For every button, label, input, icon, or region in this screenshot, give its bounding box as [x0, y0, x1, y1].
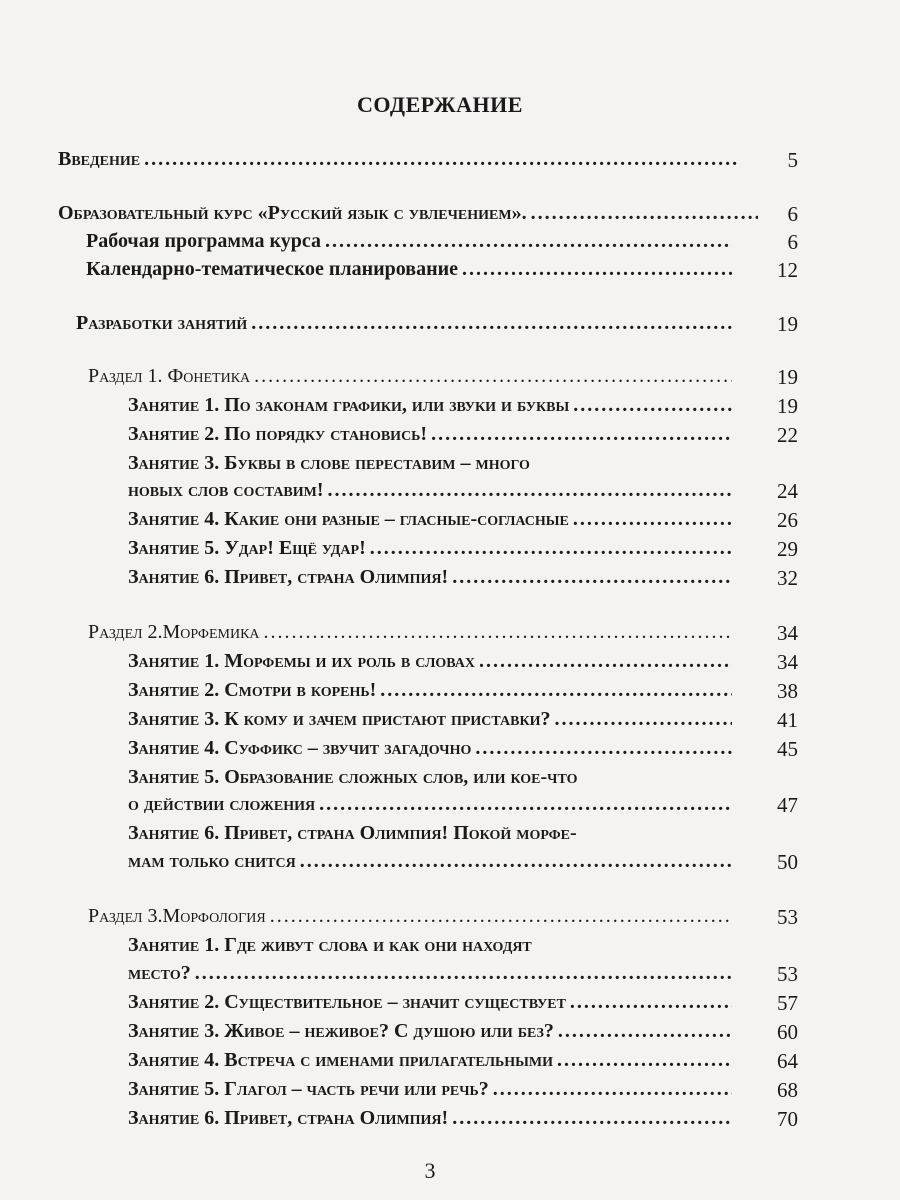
toc-entry-text: Занятие 3. Живое – неживое? С душою или без?	[128, 1020, 554, 1042]
toc-page-number: 57	[777, 991, 798, 1015]
toc-leader	[475, 737, 732, 760]
toc-entry[interactable]	[128, 508, 732, 538]
toc-page-number: 32	[777, 566, 798, 590]
toc-page-number: 60	[777, 1020, 798, 1044]
toc-page-number: 34	[777, 650, 798, 674]
toc-page-number: 19	[777, 365, 798, 389]
page-title: СОДЕРЖАНИЕ	[357, 92, 523, 117]
toc-entry-text: Занятие 4. Встреча с именами прилагательными	[128, 1049, 554, 1071]
toc-entry-text: Занятие 3. Буквы в слове переставим – много	[128, 452, 530, 474]
toc-leader	[573, 394, 732, 417]
toc-leader	[479, 650, 732, 673]
toc-leader	[380, 679, 732, 702]
toc-leader	[300, 850, 732, 873]
toc-entry[interactable]	[128, 1020, 732, 1050]
toc-leader	[370, 537, 732, 560]
toc-entry[interactable]	[86, 258, 732, 288]
toc-entry[interactable]	[128, 766, 758, 796]
toc-entry-text: Занятие 6. Привет, страна Олимпия!	[128, 566, 449, 588]
toc-leader	[195, 962, 732, 985]
toc-leader	[573, 508, 732, 531]
toc-entry[interactable]	[128, 423, 732, 453]
toc-page-number: 53	[777, 962, 798, 986]
toc-section[interactable]	[88, 365, 732, 395]
toc-entry-text: место?	[128, 962, 191, 984]
toc-page-number: 68	[777, 1078, 798, 1102]
toc-entry[interactable]	[128, 737, 732, 767]
toc-entry-text: Занятие 5. Образование сложных слов, или кое-что	[128, 766, 578, 788]
toc-entry[interactable]	[128, 850, 732, 880]
toc-leader	[452, 1107, 732, 1130]
toc-entry-text: Занятие 6. Привет, страна Олимпия! Покой морфе-	[128, 822, 577, 844]
toc-entry-text: Занятие 2. Существительное – значит существует	[128, 991, 566, 1013]
toc-entry-text: Занятие 1. Морфемы и их роль в словах	[128, 650, 475, 672]
toc-entry[interactable]	[128, 708, 732, 738]
toc-entry-text: новых слов составим!	[128, 479, 324, 501]
toc-entry-text: о действии сложения	[128, 793, 316, 815]
toc-page-number: 29	[777, 537, 798, 561]
toc-leader	[462, 258, 732, 281]
toc-entry-text: Занятие 4. Суффикс – звучит загадочно	[128, 737, 472, 759]
toc-entry-text: Занятие 5. Глагол – часть речи или речь?	[128, 1078, 489, 1100]
toc-entry-text: Занятие 6. Привет, страна Олимпия!	[128, 1107, 449, 1129]
toc-entry-text: Рабочая программа курса	[86, 230, 321, 252]
toc-entry-text: Занятие 4. Какие они разные – гласные-согласные	[128, 508, 569, 530]
toc-page-number: 26	[777, 508, 798, 532]
toc-entry[interactable]	[128, 394, 732, 424]
toc-section[interactable]	[88, 905, 732, 935]
toc-entry[interactable]	[128, 1049, 732, 1079]
toc-leader	[570, 991, 732, 1014]
toc-entry[interactable]	[58, 148, 738, 178]
toc-page-number: 22	[777, 423, 798, 447]
toc-entry-text: Занятие 2. Смотри в корень!	[128, 679, 377, 701]
toc-leader	[431, 423, 732, 446]
toc-leader	[531, 202, 758, 225]
toc-page-number: 38	[777, 679, 798, 703]
toc-page-number: 70	[777, 1107, 798, 1131]
toc-page-number: 47	[777, 793, 798, 817]
toc-leader	[325, 230, 732, 253]
toc-entry-text: Введение	[58, 148, 141, 170]
toc-entry[interactable]	[128, 679, 732, 709]
toc-leader	[251, 312, 732, 335]
toc-leader	[144, 148, 738, 171]
toc-entry-text: Разработки занятий	[76, 312, 248, 334]
toc-entry[interactable]	[128, 1107, 732, 1137]
toc-entry[interactable]	[58, 202, 758, 232]
toc-page-number: 24	[777, 479, 798, 503]
toc-entry[interactable]	[76, 312, 732, 342]
toc-entry[interactable]	[128, 793, 732, 823]
toc-entry-text: мам только снится	[128, 850, 296, 872]
toc-leader	[264, 621, 732, 644]
toc-entry-text: Занятие 1. По законам графики, или звуки и буквы	[128, 394, 570, 416]
toc-page-number: 53	[777, 905, 798, 929]
toc-page-number: 64	[777, 1049, 798, 1073]
toc-leader	[254, 365, 732, 388]
toc-leader	[328, 479, 732, 502]
toc-page-number: 19	[777, 394, 798, 418]
toc-entry[interactable]	[128, 962, 732, 992]
toc-entry-text: Раздел 3.Морфология	[88, 905, 266, 927]
toc-entry[interactable]	[128, 822, 758, 852]
toc-entry[interactable]	[128, 934, 732, 964]
toc-page-number: 34	[777, 621, 798, 645]
toc-entry-text: Календарно-тематическое планирование	[86, 258, 459, 280]
toc-leader	[557, 1049, 732, 1072]
toc-leader	[555, 708, 732, 731]
toc-page-number: 6	[787, 230, 798, 254]
toc-entry[interactable]	[128, 650, 732, 680]
toc-page-number: 5	[787, 148, 798, 172]
toc-section[interactable]	[88, 621, 732, 651]
toc-leader	[493, 1078, 732, 1101]
toc-entry-text: Занятие 3. К кому и зачем пристают приставки?	[128, 708, 551, 730]
page-number: 3	[424, 1158, 436, 1183]
toc-entry[interactable]	[128, 479, 732, 509]
toc-page-number: 19	[777, 312, 798, 336]
toc-entry[interactable]	[128, 537, 732, 567]
toc-entry[interactable]	[128, 452, 732, 482]
toc-page-number: 45	[777, 737, 798, 761]
toc-page-number: 50	[777, 850, 798, 874]
toc-entry-text: Раздел 1. Фонетика	[88, 365, 251, 387]
toc-page-number: 41	[777, 708, 798, 732]
toc-leader	[270, 905, 732, 928]
toc-entry-text: Раздел 2.Морфемика	[88, 621, 260, 643]
toc-entry-text: Занятие 1. Где живут слова и как они находят	[128, 934, 532, 956]
toc-entry[interactable]	[86, 230, 732, 260]
toc-leader	[452, 566, 732, 589]
toc-entry[interactable]	[128, 566, 732, 596]
toc-entry-text: Занятие 2. По порядку становись!	[128, 423, 428, 445]
toc-leader	[558, 1020, 732, 1043]
toc-entry-text: Образовательный курс «Русский язык с увлечением».	[58, 202, 527, 224]
toc-page-number: 12	[777, 258, 798, 282]
toc-leader	[319, 793, 732, 816]
toc-entry[interactable]	[128, 1078, 732, 1108]
toc-entry[interactable]	[128, 991, 732, 1021]
toc-entry-text: Занятие 5. Удар! Ещё удар!	[128, 537, 366, 559]
toc-page-number: 6	[787, 202, 798, 226]
